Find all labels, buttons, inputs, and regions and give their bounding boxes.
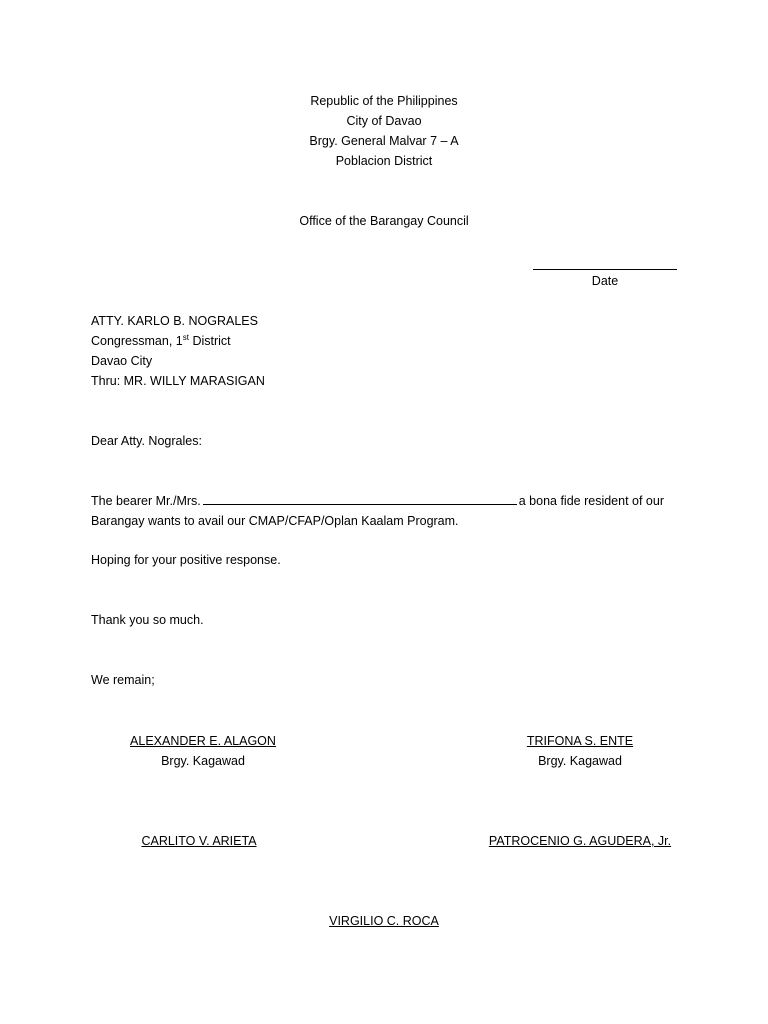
recipient-title bbox=[91, 331, 231, 351]
header-district: Poblacion District bbox=[335, 154, 433, 168]
recipient-thru: Thru: MR. WILLY MARASIGAN bbox=[91, 374, 265, 388]
signatory-3 bbox=[99, 831, 299, 851]
recipient-title-prefix: Congressman, 1 bbox=[91, 334, 183, 348]
signatory-name: TRIFONA S. ENTE bbox=[526, 734, 634, 748]
salutation: Dear Atty. Nograles: bbox=[91, 434, 202, 448]
resident-text: a bona fide resident of our bbox=[518, 494, 664, 508]
header-republic: Republic of the Philippines bbox=[310, 94, 458, 108]
signatory-name: VIRGILIO C. ROCA bbox=[329, 914, 439, 928]
signatory-name: CARLITO V. ARIETA bbox=[141, 834, 257, 848]
date-label: Date bbox=[591, 274, 619, 288]
signatory-4 bbox=[470, 831, 690, 851]
signatory-name: ALEXANDER E. ALAGON bbox=[130, 734, 276, 748]
signatory-2 bbox=[480, 731, 680, 771]
body-paragraph-3: Thank you so much. bbox=[91, 613, 204, 627]
header-barangay: Brgy. General Malvar 7 – A bbox=[309, 134, 459, 148]
office-title: Office of the Barangay Council bbox=[299, 214, 469, 228]
signatory-title: Brgy. Kagawad bbox=[538, 754, 622, 768]
signatory-title: Brgy. Kagawad bbox=[161, 754, 245, 768]
recipient-title-sup: st bbox=[182, 333, 189, 342]
body-paragraph-1-line-2: Barangay wants to avail our CMAP/CFAP/Oplan Kaalam Program. bbox=[91, 514, 459, 528]
closing: We remain; bbox=[91, 673, 155, 687]
recipient-title-suffix: District bbox=[192, 334, 231, 348]
recipient-city: Davao City bbox=[91, 354, 153, 368]
header-city: City of Davao bbox=[346, 114, 422, 128]
date-blank-line bbox=[533, 255, 677, 270]
bearer-label: The bearer Mr./Mrs. bbox=[91, 494, 201, 508]
recipient-name: ATTY. KARLO B. NOGRALES bbox=[91, 314, 258, 328]
body-paragraph-2: Hoping for your positive response. bbox=[91, 553, 281, 567]
signatory-5 bbox=[284, 911, 484, 931]
body-paragraph-1 bbox=[91, 491, 664, 511]
bearer-name-blank bbox=[203, 492, 517, 505]
signatory-1 bbox=[99, 731, 307, 771]
signatory-name: PATROCENIO G. AGUDERA, Jr. bbox=[488, 834, 672, 848]
